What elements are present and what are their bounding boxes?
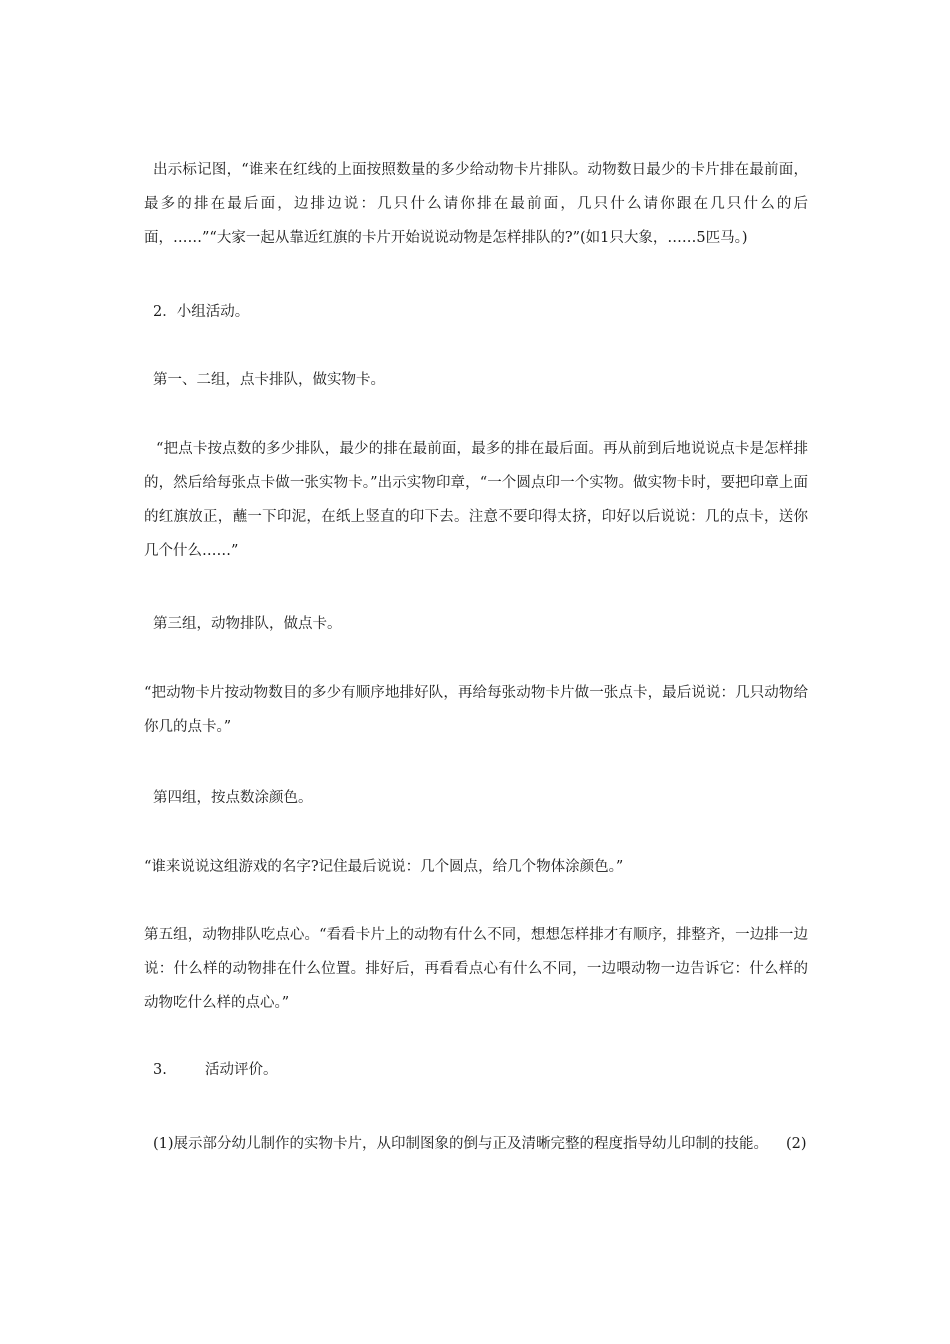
paragraph-group-4: 第四组，按点数涂颜色。 [153, 790, 313, 806]
paragraph-group-3-instructions: “把动物卡片按动物数目的多少有顺序地排好队，再给每张动物卡片做一张点卡，最后说说：几只动物给你几的点卡。” [144, 685, 808, 735]
section-number: 3. [153, 1062, 167, 1078]
evaluation-item-1: (1)展示部分幼儿制作的实物卡片，从印制图象的倒与正及清晰完整的程度指导幼儿印制的技能。 [153, 1136, 769, 1152]
paragraph-group-5: 第五组，动物排队吃点心。“看看卡片上的动物有什么不同，想想怎样排才有顺序，排整齐，一边排一边说：什么样的动物排在什么位置。排好后，再看看点心有什么不同，一边喂动物一边告诉它：什么样的动物吃什么样的点心。” [144, 927, 808, 1011]
heading-group-activity: 2．小组活动。 [153, 304, 250, 320]
paragraph-group-4-instructions: “谁来说说这组游戏的名字?记住最后说说：几个圆点，给几个物体涂颜色。” [144, 859, 624, 875]
paragraph-group-1-2: 第一、二组，点卡排队，做实物卡。 [153, 372, 385, 388]
paragraph-intro: 出示标记图，“谁来在红线的上面按照数量的多少给动物卡片排队。动物数日最少的卡片排在最前面，最多的排在最后面，边排边说：几只什么请你排在最前面，几只什么请你跟在几只什么的后面，……”“大家一起从靠近红旗的卡片开始说说动物是怎样排队的?”(如1只大象，……5匹马。) [144, 162, 808, 246]
paragraph-group-1-2-instructions: “把点卡按点数的多少排队，最少的排在最前面，最多的排在最后面。再从前到后地说说点卡是怎样排的，然后给每张点卡做一张实物卡。”出示实物印章，“一个圆点印一个实物。做实物卡时，要把印章上面的红旗放正，蘸一下印泥，在纸上竖直的印下去。注意不要印得太挤，印好以后说说：几的点卡，送你几个什么……” [144, 441, 808, 559]
evaluation-item-2-marker: (2) [786, 1136, 807, 1152]
paragraph-group-3: 第三组，动物排队，做点卡。 [153, 616, 342, 632]
section-title: 活动评价。 [205, 1062, 278, 1078]
